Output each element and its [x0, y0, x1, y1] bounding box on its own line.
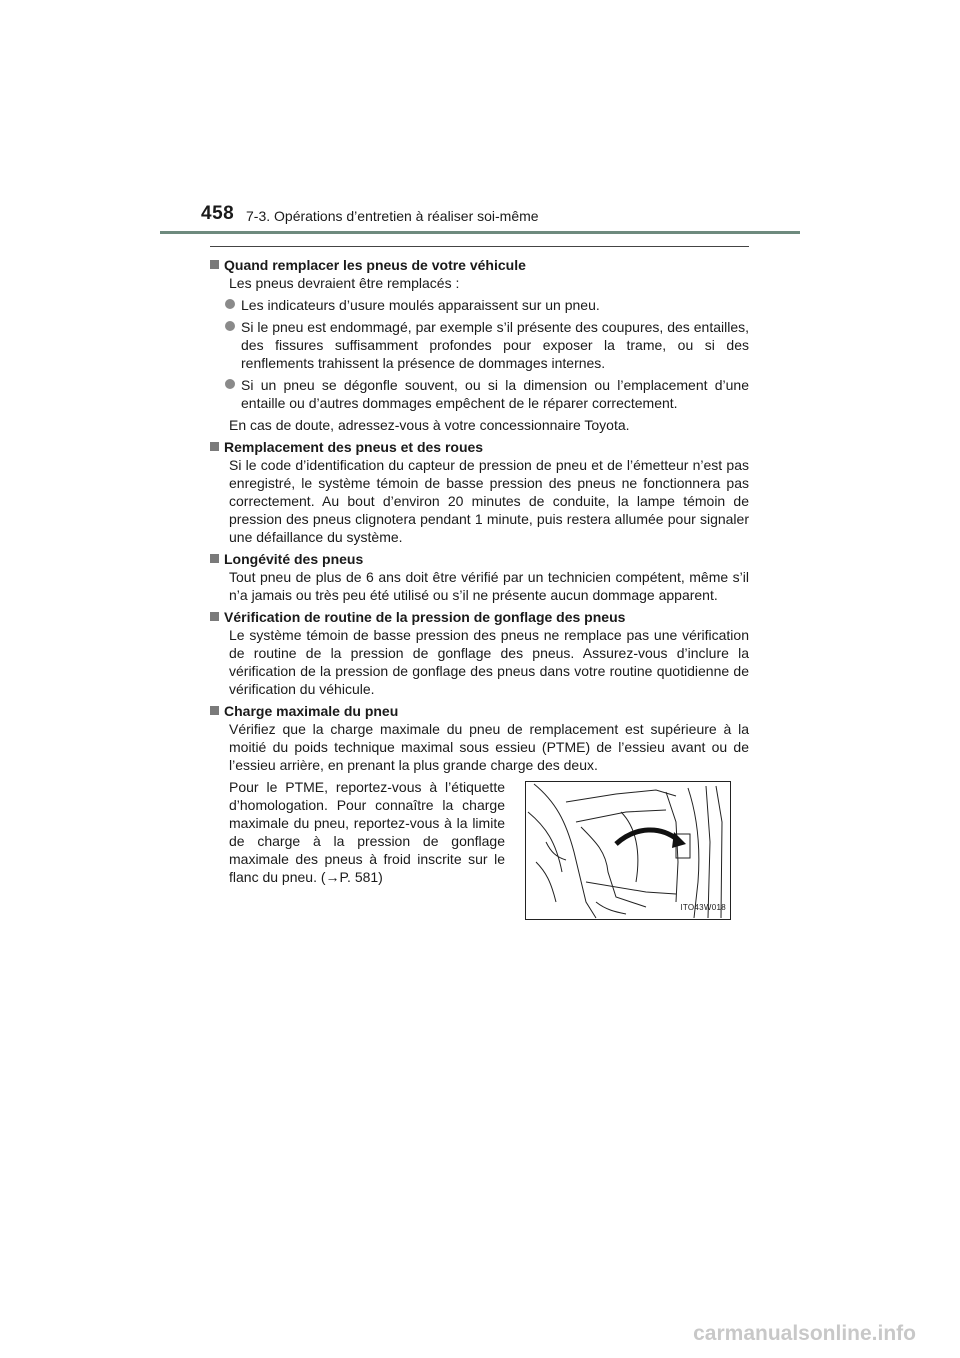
square-bullet-icon: [210, 612, 219, 621]
header-rule: [160, 231, 800, 234]
page-number: 458: [201, 203, 235, 224]
square-bullet-icon: [210, 706, 219, 715]
content-rule: [210, 246, 749, 247]
square-bullet-icon: [210, 554, 219, 563]
watermark: carmanualsonline.info: [693, 1322, 916, 1345]
round-bullet-icon: [225, 321, 235, 331]
page-content: [210, 256, 749, 924]
section-title: 7-3. Opérations d’entretien à réaliser soi-même: [246, 208, 539, 224]
section-heading: Quand remplacer les pneus de votre véhicule: [224, 257, 526, 273]
round-bullet-icon: [225, 299, 235, 309]
section-heading: Charge maximale du pneu: [224, 703, 399, 719]
section-heading: Remplacement des pneus et des roues: [224, 439, 484, 455]
round-bullet-icon: [225, 379, 235, 389]
section-body: Tout pneu de plus de 6 ans doit être vérifié par un technicien compétent, même s’il n’a jamais ou très peu été utilisé ou s’il ne présente aucun dommage apparent.: [229, 569, 749, 603]
section-body: Le système témoin de basse pression des pneus ne remplace pas une vérification de routine de la pression de gonflage des pneus. Assurez-vous d’inclure la vérification de la pression de gonflage des pneus dans votre routine quotidienne de vérification du véhicule.: [229, 627, 749, 697]
side-text: Pour le PTME, reportez-vous à l’étiquette d’homologation. Pour connaître la charge maximale du pneu, reportez-vous à la limite de charge à la pression de gonflage maximale des pneus à froid inscrite sur le flanc du pneu. (→P. 581): [229, 779, 505, 885]
section-intro: Les pneus devraient être remplacés :: [229, 275, 460, 291]
square-bullet-icon: [210, 442, 219, 451]
section-routine-check: [210, 608, 749, 698]
list-item: Si un pneu se dégonfle souvent, ou si la dimension ou l’emplacement d’une entaille ou d’autres dommages empêchent de le réparer correctement.: [210, 376, 749, 412]
door-jamb-label-illustration: [525, 781, 731, 920]
section-heading: Vérification de routine de la pression de gonflage des pneus: [224, 609, 626, 625]
section-body: Vérifiez que la charge maximale du pneu de remplacement est supérieure à la moitié du poids technique maximal sous essieu (PTME) de l’essieu avant ou de l’essieu arrière, en prenant la plus grande charge des deux.: [229, 721, 749, 773]
section-when-replace: [210, 256, 749, 434]
section-longevity: [210, 550, 749, 604]
list-item: Si le pneu est endommagé, par exemple s’il présente des coupures, des entailles, des fissures suffisamment profondes pour exposer la trame, ou si des renflements trahissent la présence de dommages internes.: [210, 318, 749, 372]
section-replacement: [210, 438, 749, 546]
list-item: Les indicateurs d’usure moulés apparaissent sur un pneu.: [210, 296, 749, 314]
section-body: Si le code d’identification du capteur de pression de pneu et de l’émetteur n’est pas enregistré, le système témoin de basse pression des pneus ne fonctionnera pas correctement. Au bout d’environ 20 minutes de conduite, la lampe témoin de pression des pneus clignotera pendant 1 minute, puis restera allumée pour signaler une défaillance du système.: [229, 457, 749, 545]
section-heading: Longévité des pneus: [224, 551, 364, 567]
section-max-load: [210, 702, 749, 920]
section-outro: En cas de doute, adressez-vous à votre concessionnaire Toyota.: [229, 417, 630, 433]
square-bullet-icon: [210, 260, 219, 269]
figure-code: ITO43W018: [680, 903, 726, 912]
